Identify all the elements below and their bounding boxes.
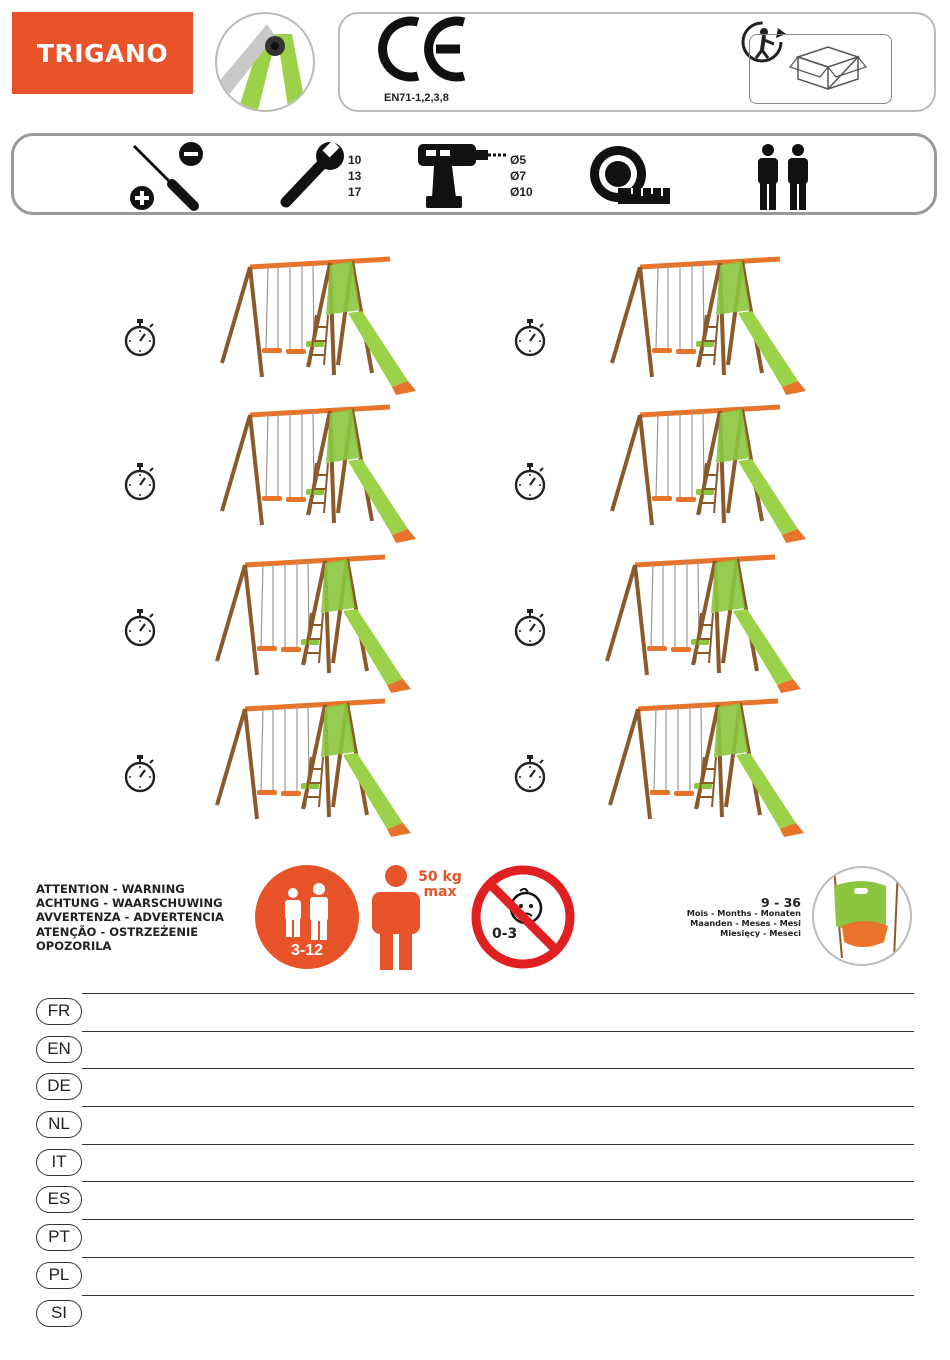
language-row-pt xyxy=(36,1219,914,1257)
wrench-size: 13 xyxy=(348,169,362,183)
stopwatch-icon xyxy=(513,608,547,648)
language-row-es xyxy=(36,1181,914,1219)
cardboard-box-icon xyxy=(750,35,893,105)
no-under-3-icon xyxy=(470,864,576,975)
screwdriver-icon xyxy=(128,140,208,217)
max-weight-suffix: max xyxy=(423,884,457,900)
language-badge: EN xyxy=(36,1036,82,1063)
drill-bit-sizes xyxy=(510,152,533,200)
forbidden-age-label: 0-3 xyxy=(492,926,518,942)
swing-set-model-6 xyxy=(595,553,825,693)
stopwatch-icon xyxy=(123,462,157,502)
warning-line: ATENÇÃO - OSTRZEŻENIE xyxy=(36,924,199,939)
divider xyxy=(82,1068,914,1069)
language-row-de xyxy=(36,1068,914,1106)
language-badge: DE xyxy=(36,1073,82,1100)
language-row-en xyxy=(36,1031,914,1069)
tape-measure-icon xyxy=(588,144,672,213)
ce-mark-icon xyxy=(378,14,470,89)
language-badge: SI xyxy=(36,1300,82,1327)
stopwatch-icon xyxy=(123,318,157,358)
drill-bit-size: Ø10 xyxy=(510,185,533,199)
wrench-size: 17 xyxy=(348,185,362,199)
language-row-nl xyxy=(36,1106,914,1144)
joint-detail-image xyxy=(215,12,315,112)
drill-bit-size: Ø5 xyxy=(510,153,527,167)
packaging-box xyxy=(749,34,892,104)
warning-text xyxy=(36,882,224,953)
language-badge: NL xyxy=(36,1111,82,1138)
swing-set-model-5 xyxy=(205,553,435,693)
baby-seat-units xyxy=(640,909,801,938)
swing-set-model-1 xyxy=(210,255,440,395)
language-badge: PL xyxy=(36,1262,82,1289)
swing-set-model-8 xyxy=(598,697,828,837)
language-badge: ES xyxy=(36,1186,82,1213)
language-row-it xyxy=(36,1144,914,1182)
stopwatch-icon xyxy=(513,754,547,794)
divider xyxy=(82,1031,914,1032)
divider xyxy=(82,993,914,994)
warning-line: ACHTUNG - WAARSCHUWING xyxy=(36,896,223,911)
drill-bit-size: Ø7 xyxy=(510,169,527,183)
standard-label: EN71-1,2,3,8 xyxy=(384,92,449,104)
language-badge: FR xyxy=(36,998,82,1025)
swing-set-model-3 xyxy=(210,403,440,543)
baby-seat-unit-line: Mois - Months - Monaten xyxy=(686,908,801,918)
two-adults-icon xyxy=(752,142,816,217)
warning-line: OPOZORILA xyxy=(36,938,112,953)
divider xyxy=(82,1257,914,1258)
warning-line: ATTENTION - WARNING xyxy=(36,882,185,896)
divider xyxy=(82,1106,914,1107)
language-badge: PT xyxy=(36,1224,82,1251)
stopwatch-icon xyxy=(513,462,547,502)
language-row-fr xyxy=(36,993,914,1031)
swing-set-model-4 xyxy=(600,403,830,543)
baby-seat-unit-line: Miesięcy - Meseci xyxy=(720,927,801,938)
wrench-sizes xyxy=(348,152,361,200)
baby-seat-unit-line: Maanden - Meses - Mesi xyxy=(690,917,801,928)
language-row-si xyxy=(36,1295,914,1333)
divider xyxy=(82,1181,914,1182)
wrench-size: 10 xyxy=(348,153,362,167)
language-badge: IT xyxy=(36,1149,82,1176)
stopwatch-icon xyxy=(123,754,157,794)
wrench-icon xyxy=(278,142,346,215)
swing-set-model-7 xyxy=(205,697,435,837)
divider xyxy=(82,1295,914,1296)
brand-logo: TRIGANO xyxy=(12,12,193,94)
swing-set-model-2 xyxy=(600,255,830,395)
divider xyxy=(82,1219,914,1220)
divider xyxy=(82,1144,914,1145)
stopwatch-icon xyxy=(123,608,157,648)
max-weight-label xyxy=(410,870,470,900)
language-row-pl xyxy=(36,1257,914,1295)
warning-line: AVVERTENZA - ADVERTENCIA xyxy=(36,910,224,925)
baby-seat-image xyxy=(812,866,912,966)
max-weight-value: 50 kg xyxy=(418,869,462,885)
stopwatch-icon xyxy=(513,318,547,358)
drill-icon xyxy=(416,142,508,215)
baby-seat-range: 9 - 36 xyxy=(761,895,801,910)
age-range-label: 3-12 xyxy=(290,942,324,959)
